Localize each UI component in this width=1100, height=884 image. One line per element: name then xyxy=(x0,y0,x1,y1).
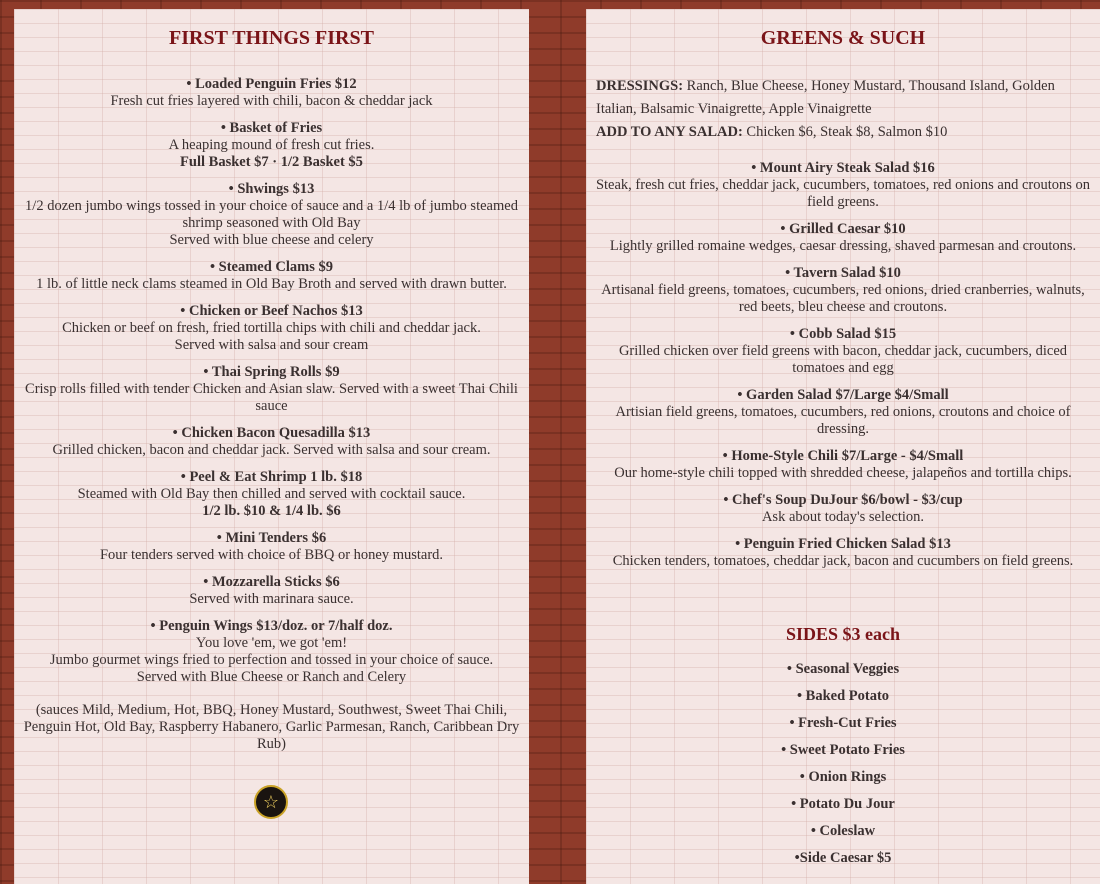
menu-item-price-line: 1/2 lb. $10 & 1/4 lb. $6 xyxy=(202,503,341,519)
menu-item-description: Artisanal field greens, tomatoes, cucumbers, red onions, dried cranberries, walnuts, red beets, bleu cheese and croutons. xyxy=(601,282,1085,315)
menu-item-description: Fresh cut fries layered with chili, bacon & cheddar jack xyxy=(110,93,433,109)
menu-item-name: • Chicken or Beef Nachos $13 xyxy=(180,303,363,319)
menu-item-description: Served with Blue Cheese or Ranch and Celery xyxy=(136,669,407,685)
add-to-salad-label: ADD TO ANY SALAD: xyxy=(596,124,743,140)
menu-item xyxy=(594,536,1092,570)
menu-panel-left xyxy=(14,9,529,884)
add-to-salad-line xyxy=(596,121,1090,144)
menu-item-description: Chicken tenders, tomatoes, cheddar jack, bacon and cucumbers on field greens. xyxy=(612,553,1074,569)
menu-item-description: Served with blue cheese and celery xyxy=(169,232,374,248)
menu-item-description: Crisp rolls filled with tender Chicken and Asian slaw. Served with a sweet Thai Chili sauce xyxy=(25,381,518,414)
menu-item xyxy=(22,120,521,171)
menu-item-name: • Shwings $13 xyxy=(228,181,315,197)
menu-item xyxy=(594,160,1092,211)
side-item: • Onion Rings xyxy=(799,769,887,785)
menu-item-name: • Thai Spring Rolls $9 xyxy=(203,364,340,380)
menu-item-description: Grilled chicken over field greens with bacon, cheddar jack, cucumbers, diced tomatoes and egg xyxy=(618,343,1068,376)
menu-item xyxy=(22,364,521,415)
side-item: • Fresh-Cut Fries xyxy=(789,715,897,731)
section-title-sides: SIDES $3 each xyxy=(785,624,901,644)
salad-list xyxy=(586,160,1100,580)
menu-item-description: Four tenders served with choice of BBQ or honey mustard. xyxy=(99,547,444,563)
side-item: • Baked Potato xyxy=(796,688,890,704)
menu-item xyxy=(22,530,521,564)
menu-item-name: • Home-Style Chili $7/Large - $4/Small xyxy=(722,448,964,464)
menu-item-description: Our home-style chili topped with shredded cheese, jalapeños and tortilla chips. xyxy=(614,465,1072,481)
side-item: • Sweet Potato Fries xyxy=(781,742,905,758)
menu-item-description: Steak, fresh cut fries, cheddar jack, cucumbers, tomatoes, red onions and croutons on field greens. xyxy=(595,177,1091,210)
menu-item xyxy=(594,492,1092,526)
menu-item-description: 1/2 dozen jumbo wings tossed in your choice of sauce and a 1/4 lb of jumbo steamed shrimp seasoned with Old Bay xyxy=(25,198,518,231)
menu-item xyxy=(594,265,1092,316)
menu-item-price-line: Full Basket $7 · 1/2 Basket $5 xyxy=(180,154,363,170)
menu-item xyxy=(594,326,1092,377)
menu-item xyxy=(594,221,1092,255)
menu-item-name: • Grilled Caesar $10 xyxy=(780,221,906,237)
menu-item-description: Ask about today's selection. xyxy=(761,509,925,525)
add-to-salad-text: Chicken $6, Steak $8, Salmon $10 xyxy=(742,124,948,140)
menu-item-name: • Cobb Salad $15 xyxy=(789,326,897,342)
menu-item-name: • Mount Airy Steak Salad $16 xyxy=(751,160,935,176)
dressings-label: DRESSINGS: xyxy=(596,78,684,94)
menu-item-name: • Loaded Penguin Fries $12 xyxy=(186,76,357,92)
menu-item-description: Steamed with Old Bay then chilled and served with cocktail sauce. xyxy=(77,486,466,502)
menu-item xyxy=(22,469,521,520)
menu-item xyxy=(594,448,1092,482)
menu-item-name: • Tavern Salad $10 xyxy=(785,265,901,281)
menu-item xyxy=(22,76,521,110)
menu-item-name: • Peel & Eat Shrimp 1 lb. $18 xyxy=(180,469,363,485)
menu-item-description: Served with salsa and sour cream xyxy=(174,337,369,353)
dressings-block xyxy=(596,75,1090,144)
sauces-note: (sauces Mild, Medium, Hot, BBQ, Honey Mustard, Southwest, Sweet Thai Chili, Penguin Hot, Old Bay, Raspberry Habanero, Garlic Parmesan, Ranch, Caribbean Dry Rub) xyxy=(23,702,520,752)
dressings-text: Ranch, Blue Cheese, Honey Mustard, Thousand Island, Golden Italian, Balsamic Vinaigrette, Apple Vinaigrette xyxy=(596,78,1055,117)
menu-item xyxy=(22,618,521,686)
side-item: • Seasonal Veggies xyxy=(786,661,900,677)
menu-item xyxy=(22,259,521,293)
menu-item-description: Chicken or beef on fresh, fried tortilla chips with chili and cheddar jack. xyxy=(62,320,481,336)
menu-item-name: • Penguin Fried Chicken Salad $13 xyxy=(735,536,951,552)
menu-item-description: You love 'em, we got 'em! xyxy=(195,635,348,651)
menu-item-name: • Chef's Soup DuJour $6/bowl - $3/cup xyxy=(723,492,963,508)
menu-item-description: Jumbo gourmet wings fried to perfection and tossed in your choice of sauce. xyxy=(49,652,494,668)
menu-item-name: • Mozzarella Sticks $6 xyxy=(203,574,340,590)
side-item: • Coleslaw xyxy=(810,823,876,839)
section-title-greens-and-such: GREENS & SUCH xyxy=(760,27,926,49)
side-item: • Potato Du Jour xyxy=(791,796,895,812)
menu-item-description: Artisian field greens, tomatoes, cucumbers, red onions, croutons and choice of dressing. xyxy=(615,404,1071,437)
menu-item-description: Grilled chicken, bacon and cheddar jack. Served with salsa and sour cream. xyxy=(52,442,491,458)
menu-item-name: • Garden Salad $7/Large $4/Small xyxy=(737,387,949,403)
menu-item xyxy=(594,387,1092,438)
menu-item-description: 1 lb. of little neck clams steamed in Old Bay Broth and served with drawn butter. xyxy=(36,276,507,292)
menu-item xyxy=(22,574,521,608)
menu-item-name: • Chicken Bacon Quesadilla $13 xyxy=(172,425,371,441)
menu-item xyxy=(22,181,521,249)
menu-panel-right xyxy=(586,9,1100,884)
menu-item-name: • Penguin Wings $13/doz. or 7/half doz. xyxy=(150,618,393,634)
menu-item-description: Lightly grilled romaine wedges, caesar dressing, shaved parmesan and croutons. xyxy=(609,238,1077,254)
dressings-line xyxy=(596,75,1090,121)
appetizer-list xyxy=(14,76,529,763)
side-item: •Side Caesar $5 xyxy=(794,850,892,866)
sides-list xyxy=(586,661,1100,877)
menu-item xyxy=(22,303,521,354)
menu-item-name: • Basket of Fries xyxy=(220,120,323,136)
section-title-first-things-first: FIRST THINGS FIRST xyxy=(169,27,374,49)
menu-item-name: • Steamed Clams $9 xyxy=(209,259,334,275)
menu-item-description: A heaping mound of fresh cut fries. xyxy=(168,137,375,153)
menu-item xyxy=(22,425,521,459)
menu-item-description: Served with marinara sauce. xyxy=(189,591,354,607)
menu-item-name: • Mini Tenders $6 xyxy=(216,530,327,546)
star-badge-icon: ☆ xyxy=(254,785,288,819)
